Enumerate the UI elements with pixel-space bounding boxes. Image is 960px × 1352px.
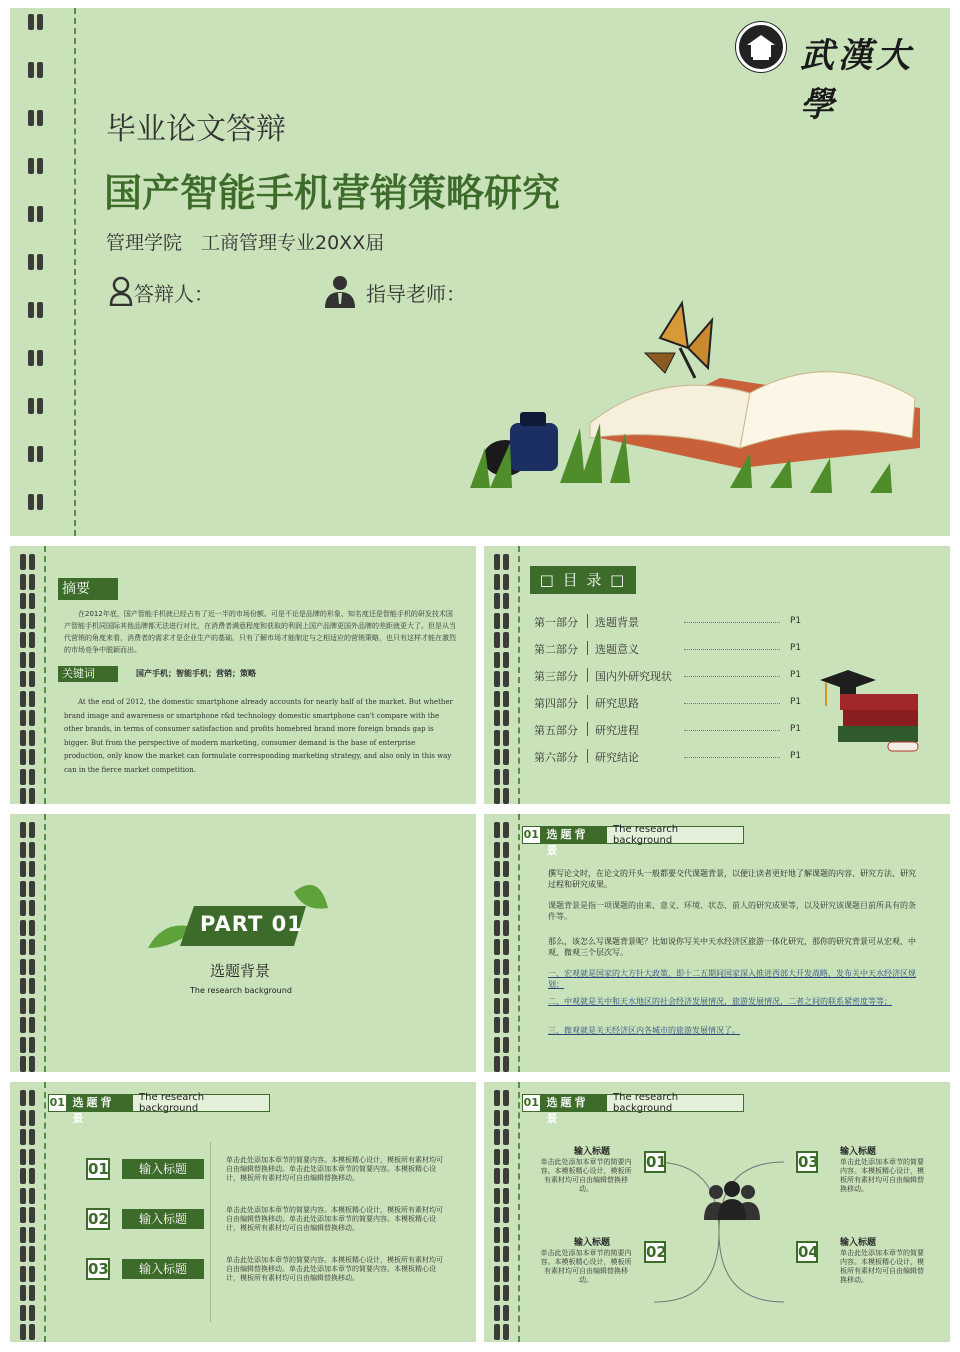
binder-ring [492, 998, 514, 1014]
butterfly-icon [645, 303, 712, 378]
binder-dash-line [518, 546, 520, 804]
toc-name: 国内外研究现状 [595, 670, 672, 683]
people-num-04: 04 [798, 1243, 819, 1261]
toc-name: 选题意义 [595, 643, 639, 656]
binder-rings [492, 814, 514, 1072]
binder-rings [492, 546, 514, 804]
binder-ring [26, 62, 48, 78]
toc-page: P1 [790, 643, 802, 653]
list-desc: 单击此处添加本章节的简要内容。本模板精心设计，模板所有素材均可自由编辑替换移动。单击此处添加本章节的简要内容。本模板精心设计，模板所有素材均可自由编辑替换移动。 [226, 1156, 443, 1182]
binder-dash-line [518, 1082, 520, 1342]
binder-ring [492, 749, 514, 765]
binder-ring [492, 769, 514, 785]
toc-name: 研究进程 [595, 724, 639, 737]
binder-ring [492, 861, 514, 877]
binder-ring [492, 1017, 514, 1033]
binder-ring [26, 206, 48, 222]
section-title-en: The research background [613, 1092, 679, 1114]
people-slide [484, 1082, 950, 1342]
part01-slide [10, 814, 476, 1072]
binder-ring [18, 1168, 40, 1184]
graduation-books-icon [818, 666, 928, 760]
binder-ring [18, 1017, 40, 1033]
toc-item[interactable] [534, 720, 804, 738]
people-title-04: 输入标题 [840, 1238, 877, 1248]
cover-title: 国产智能手机营销策略研究 [104, 171, 561, 215]
binder-ring [18, 632, 40, 648]
binder-ring [18, 574, 40, 590]
part-banner: PART 01 [200, 912, 303, 936]
toc-part: 第一部分 [534, 616, 578, 629]
binder-ring [492, 822, 514, 838]
people-title-03: 输入标题 [840, 1147, 877, 1157]
binder-ring [492, 900, 514, 916]
toc-item[interactable] [534, 747, 804, 765]
binder-ring [18, 978, 40, 994]
binder-ring [492, 788, 514, 804]
binder-dash-line [74, 8, 76, 536]
section-title-en: The research background [613, 824, 679, 846]
binder-ring [18, 1324, 40, 1340]
toc-part: 第二部分 [534, 643, 578, 656]
binder-ring [26, 494, 48, 510]
binder-ring [18, 1110, 40, 1126]
list-desc: 单击此处添加本章节的简要内容。本模板精心设计，模板所有素材均可自由编辑替换移动。单击此处添加本章节的简要内容。本模板精心设计，模板所有素材均可自由编辑替换移动。 [226, 1206, 443, 1232]
binder-ring [18, 1246, 40, 1262]
bg-paragraph-3: 那么，该怎么写课题背景呢？比如说你写关中天水经济区旅游一体化研究，那你的研究背景可从宏观、中观、微观三个层次写。 [548, 937, 916, 957]
toc-page: P1 [790, 697, 802, 707]
list-desc: 单击此处添加本章节的简要内容。本模板精心设计，模板所有素材均可自由编辑替换移动。单击此处添加本章节的简要内容。本模板精心设计，模板所有素材均可自由编辑替换移动。 [226, 1256, 443, 1282]
toc-page: P1 [790, 724, 802, 734]
abstract-heading: 摘要 [58, 578, 118, 600]
cover-slide [10, 8, 950, 536]
binder-ring [492, 959, 514, 975]
list-slide [10, 1082, 476, 1342]
binder-rings [18, 1082, 40, 1342]
cover-college: 管理学院 工商管理专业20XX届 [106, 232, 385, 254]
people-num-01: 01 [646, 1153, 667, 1171]
binder-dash-line [44, 814, 46, 1072]
binder-ring [492, 632, 514, 648]
binder-ring [18, 1207, 40, 1223]
section-title-cn: 选题背景 [541, 827, 608, 843]
binder-rings [26, 8, 48, 536]
binder-ring [492, 1090, 514, 1106]
binder-ring [18, 1149, 40, 1165]
binder-ring [492, 554, 514, 570]
book-illustration [450, 298, 930, 508]
list-title[interactable]: 输入标题 [122, 1259, 204, 1279]
binder-ring [492, 1129, 514, 1145]
person-icon [108, 276, 134, 310]
toc-item[interactable] [534, 612, 804, 630]
defender-label: 答辩人： [134, 282, 214, 306]
binder-ring [18, 881, 40, 897]
toc-leader [684, 676, 780, 677]
part-title: 选题背景 [210, 962, 271, 980]
toc-divider [587, 722, 588, 736]
binder-ring [492, 671, 514, 687]
people-num-02: 02 [646, 1243, 667, 1261]
toc-page: P1 [790, 751, 802, 761]
binder-rings [18, 814, 40, 1072]
binder-ring [26, 398, 48, 414]
binder-dash-line [44, 546, 46, 804]
binder-ring [18, 1056, 40, 1072]
binder-ring [18, 1305, 40, 1321]
binder-dash-line [518, 814, 520, 1072]
section-header [48, 1092, 270, 1125]
binder-ring [492, 1188, 514, 1204]
toc-leader [684, 649, 780, 650]
section-header [522, 1092, 744, 1125]
binder-ring [18, 788, 40, 804]
binder-ring [18, 652, 40, 668]
binder-ring [26, 350, 48, 366]
binder-ring [492, 710, 514, 726]
binder-ring [26, 158, 48, 174]
abstract-english: At the end of 2012, the domestic smartphone already accounts for nearly half of the market. But whether brand image and awareness or smartphone r&d technology domestic smartphone can't compare with the other brands, in terms of consumer satisfaction and profits homebred brand more foreign brands gap is bigger. But from the perspective of modern marketing, consumer demand is the base of enterprise production, only know the market can formulate corresponding marketing strategy, and also only in this way can in the fierce market competition. [64, 698, 453, 774]
binder-ring [492, 978, 514, 994]
binder-ring [18, 671, 40, 687]
people-desc-03: 单击此处添加本章节的简要内容。本模板精心设计，模板所有素材均可自由编辑替换移动。 [840, 1158, 924, 1193]
binder-ring [26, 254, 48, 270]
toc-divider [587, 749, 588, 763]
binder-ring [26, 302, 48, 318]
bg-link-3[interactable]: 三、微观就是关天经济区内各城市的旅游发展情况了。 [548, 1026, 740, 1035]
toc-divider [587, 695, 588, 709]
binder-ring [492, 1266, 514, 1282]
binder-ring [18, 900, 40, 916]
toc-part: 第五部分 [534, 724, 578, 737]
university-logo-text: 武漢大學 [800, 36, 914, 125]
binder-ring [492, 1324, 514, 1340]
binder-ring [18, 769, 40, 785]
binder-ring [18, 1266, 40, 1282]
advisor-label: 指导老师： [366, 282, 466, 306]
abstract-slide [10, 546, 476, 804]
toc-leader [684, 703, 780, 704]
binder-ring [492, 939, 514, 955]
binder-ring [18, 920, 40, 936]
binder-ring [492, 1056, 514, 1072]
binder-ring [492, 1285, 514, 1301]
binder-ring [18, 613, 40, 629]
binder-ring [492, 881, 514, 897]
list-num: 01 [88, 1160, 109, 1178]
binder-ring [492, 613, 514, 629]
list-divider [210, 1142, 211, 1322]
section-title-cn: 选题背景 [67, 1095, 134, 1111]
toc-divider [587, 614, 588, 628]
binder-ring [18, 691, 40, 707]
teacher-icon [322, 274, 358, 312]
section-number: 01 [523, 828, 539, 841]
binder-ring [18, 1090, 40, 1106]
keywords-value: 国产手机；智能手机；营销；策略 [136, 669, 256, 678]
bg-paragraph-2: 课题背景是指一项课题的由来、意义、环境、状态、前人的研究成果等，以及研究该课题目前所具有的条件等。 [548, 901, 916, 921]
part-subtitle: The research background [190, 986, 292, 995]
binder-ring [492, 730, 514, 746]
toc-page: P1 [790, 670, 802, 680]
section-title-en: The research background [139, 1092, 205, 1114]
toc-name: 研究思路 [595, 697, 639, 710]
binder-ring [492, 652, 514, 668]
bg-link-2[interactable]: 二、中观就是关中和天水地区的社会经济发展情况，旅游发展情况，二者之间的联系紧密度等等； [548, 997, 892, 1006]
list-title[interactable]: 输入标题 [122, 1209, 204, 1229]
background-text-slide [484, 814, 950, 1072]
toc-slide [484, 546, 950, 804]
toc-leader [684, 730, 780, 731]
binder-ring [492, 574, 514, 590]
binder-ring [18, 861, 40, 877]
people-desc-02: 单击此处添加本章节的简要内容。本模板精心设计，模板所有素材均可自由编辑替换移动。 [540, 1249, 632, 1284]
toc-part: 第三部分 [534, 670, 578, 683]
binder-ring [18, 730, 40, 746]
binder-ring [492, 1207, 514, 1223]
binder-rings [18, 546, 40, 804]
binder-ring [492, 1168, 514, 1184]
binder-ring [18, 842, 40, 858]
toc-part: 第六部分 [534, 751, 578, 764]
toc-heading: □ 目 录 □ [530, 566, 636, 594]
binder-ring [18, 1129, 40, 1145]
binder-ring [492, 842, 514, 858]
toc-name: 研究结论 [595, 751, 639, 764]
toc-page: P1 [790, 616, 802, 626]
section-title-cn: 选题背景 [541, 1095, 608, 1111]
binder-ring [18, 749, 40, 765]
binder-ring [26, 110, 48, 126]
binder-rings [492, 1082, 514, 1342]
toc-leader [684, 757, 780, 758]
ink-bottle-icon [483, 412, 558, 476]
toc-item[interactable] [534, 666, 804, 684]
binder-ring [18, 1188, 40, 1204]
section-number: 01 [523, 1096, 539, 1109]
binder-ring [18, 1285, 40, 1301]
toc-leader [684, 622, 780, 623]
people-desc-01: 单击此处添加本章节的简要内容。本模板精心设计，模板所有素材均可自由编辑替换移动。 [540, 1158, 632, 1193]
bg-link-1[interactable]: 一、宏观就是国家的大方针大政策，即十二五期间国家深入推进西部大开发战略，发布关中天水经济区规划； [548, 969, 916, 989]
toc-name: 选题背景 [595, 616, 639, 629]
toc-divider [587, 668, 588, 682]
binder-ring [18, 939, 40, 955]
people-group-icon [702, 1180, 762, 1224]
people-title-02: 输入标题 [574, 1238, 611, 1248]
section-number: 01 [49, 1096, 65, 1109]
list-num: 02 [88, 1210, 109, 1228]
binder-ring [18, 1037, 40, 1053]
toc-item[interactable] [534, 693, 804, 711]
binder-ring [18, 1227, 40, 1243]
people-title-01: 输入标题 [574, 1147, 611, 1157]
binder-ring [18, 998, 40, 1014]
keywords-label: 关键词 [58, 666, 118, 682]
binder-ring [18, 554, 40, 570]
list-num: 03 [88, 1260, 109, 1278]
binder-ring [492, 691, 514, 707]
binder-ring [26, 14, 48, 30]
book-icon [590, 372, 920, 468]
university-seal-icon [736, 22, 786, 72]
binder-ring [492, 1110, 514, 1126]
people-desc-04: 单击此处添加本章节的简要内容。本模板精心设计，模板所有素材均可自由编辑替换移动。 [840, 1249, 924, 1284]
abstract-paragraph: 在2012年底，国产智能手机就已经占有了近一半的市场份额。可是不论是品牌的形象、知名度还是智能手机的研发技术国产智能手机同国际其他品牌都无法进行对比，在消费者满意程度和获取的利润上国产品牌更国外品牌的差距就更大了。但是从当代营销的角度来看，消费者的需求才是企业生产的基础，只有了解市场才能制定与之相适应的营销策略，也只有这样才能在激烈的市场竞争中脱颖而出。 [64, 610, 456, 654]
people-num-03: 03 [798, 1153, 819, 1171]
bg-paragraph-1: 撰写论文时，在论文的开头一般都要交代课题背景，以便让读者更好地了解课题的内容、研究方法、研究过程和研究成果。 [548, 869, 916, 889]
binder-ring [18, 822, 40, 838]
binder-ring [18, 593, 40, 609]
list-title[interactable]: 输入标题 [122, 1159, 204, 1179]
binder-ring [492, 1149, 514, 1165]
binder-ring [26, 446, 48, 462]
binder-ring [492, 1037, 514, 1053]
binder-ring [492, 920, 514, 936]
binder-ring [492, 593, 514, 609]
section-header [522, 824, 744, 857]
binder-ring [18, 710, 40, 726]
toc-divider [587, 641, 588, 655]
binder-ring [492, 1246, 514, 1262]
cover-subtitle: 毕业论文答辩 [106, 112, 286, 147]
toc-item[interactable] [534, 639, 804, 657]
toc-part: 第四部分 [534, 697, 578, 710]
binder-ring [18, 959, 40, 975]
binder-ring [492, 1305, 514, 1321]
binder-dash-line [44, 1082, 46, 1342]
binder-ring [492, 1227, 514, 1243]
